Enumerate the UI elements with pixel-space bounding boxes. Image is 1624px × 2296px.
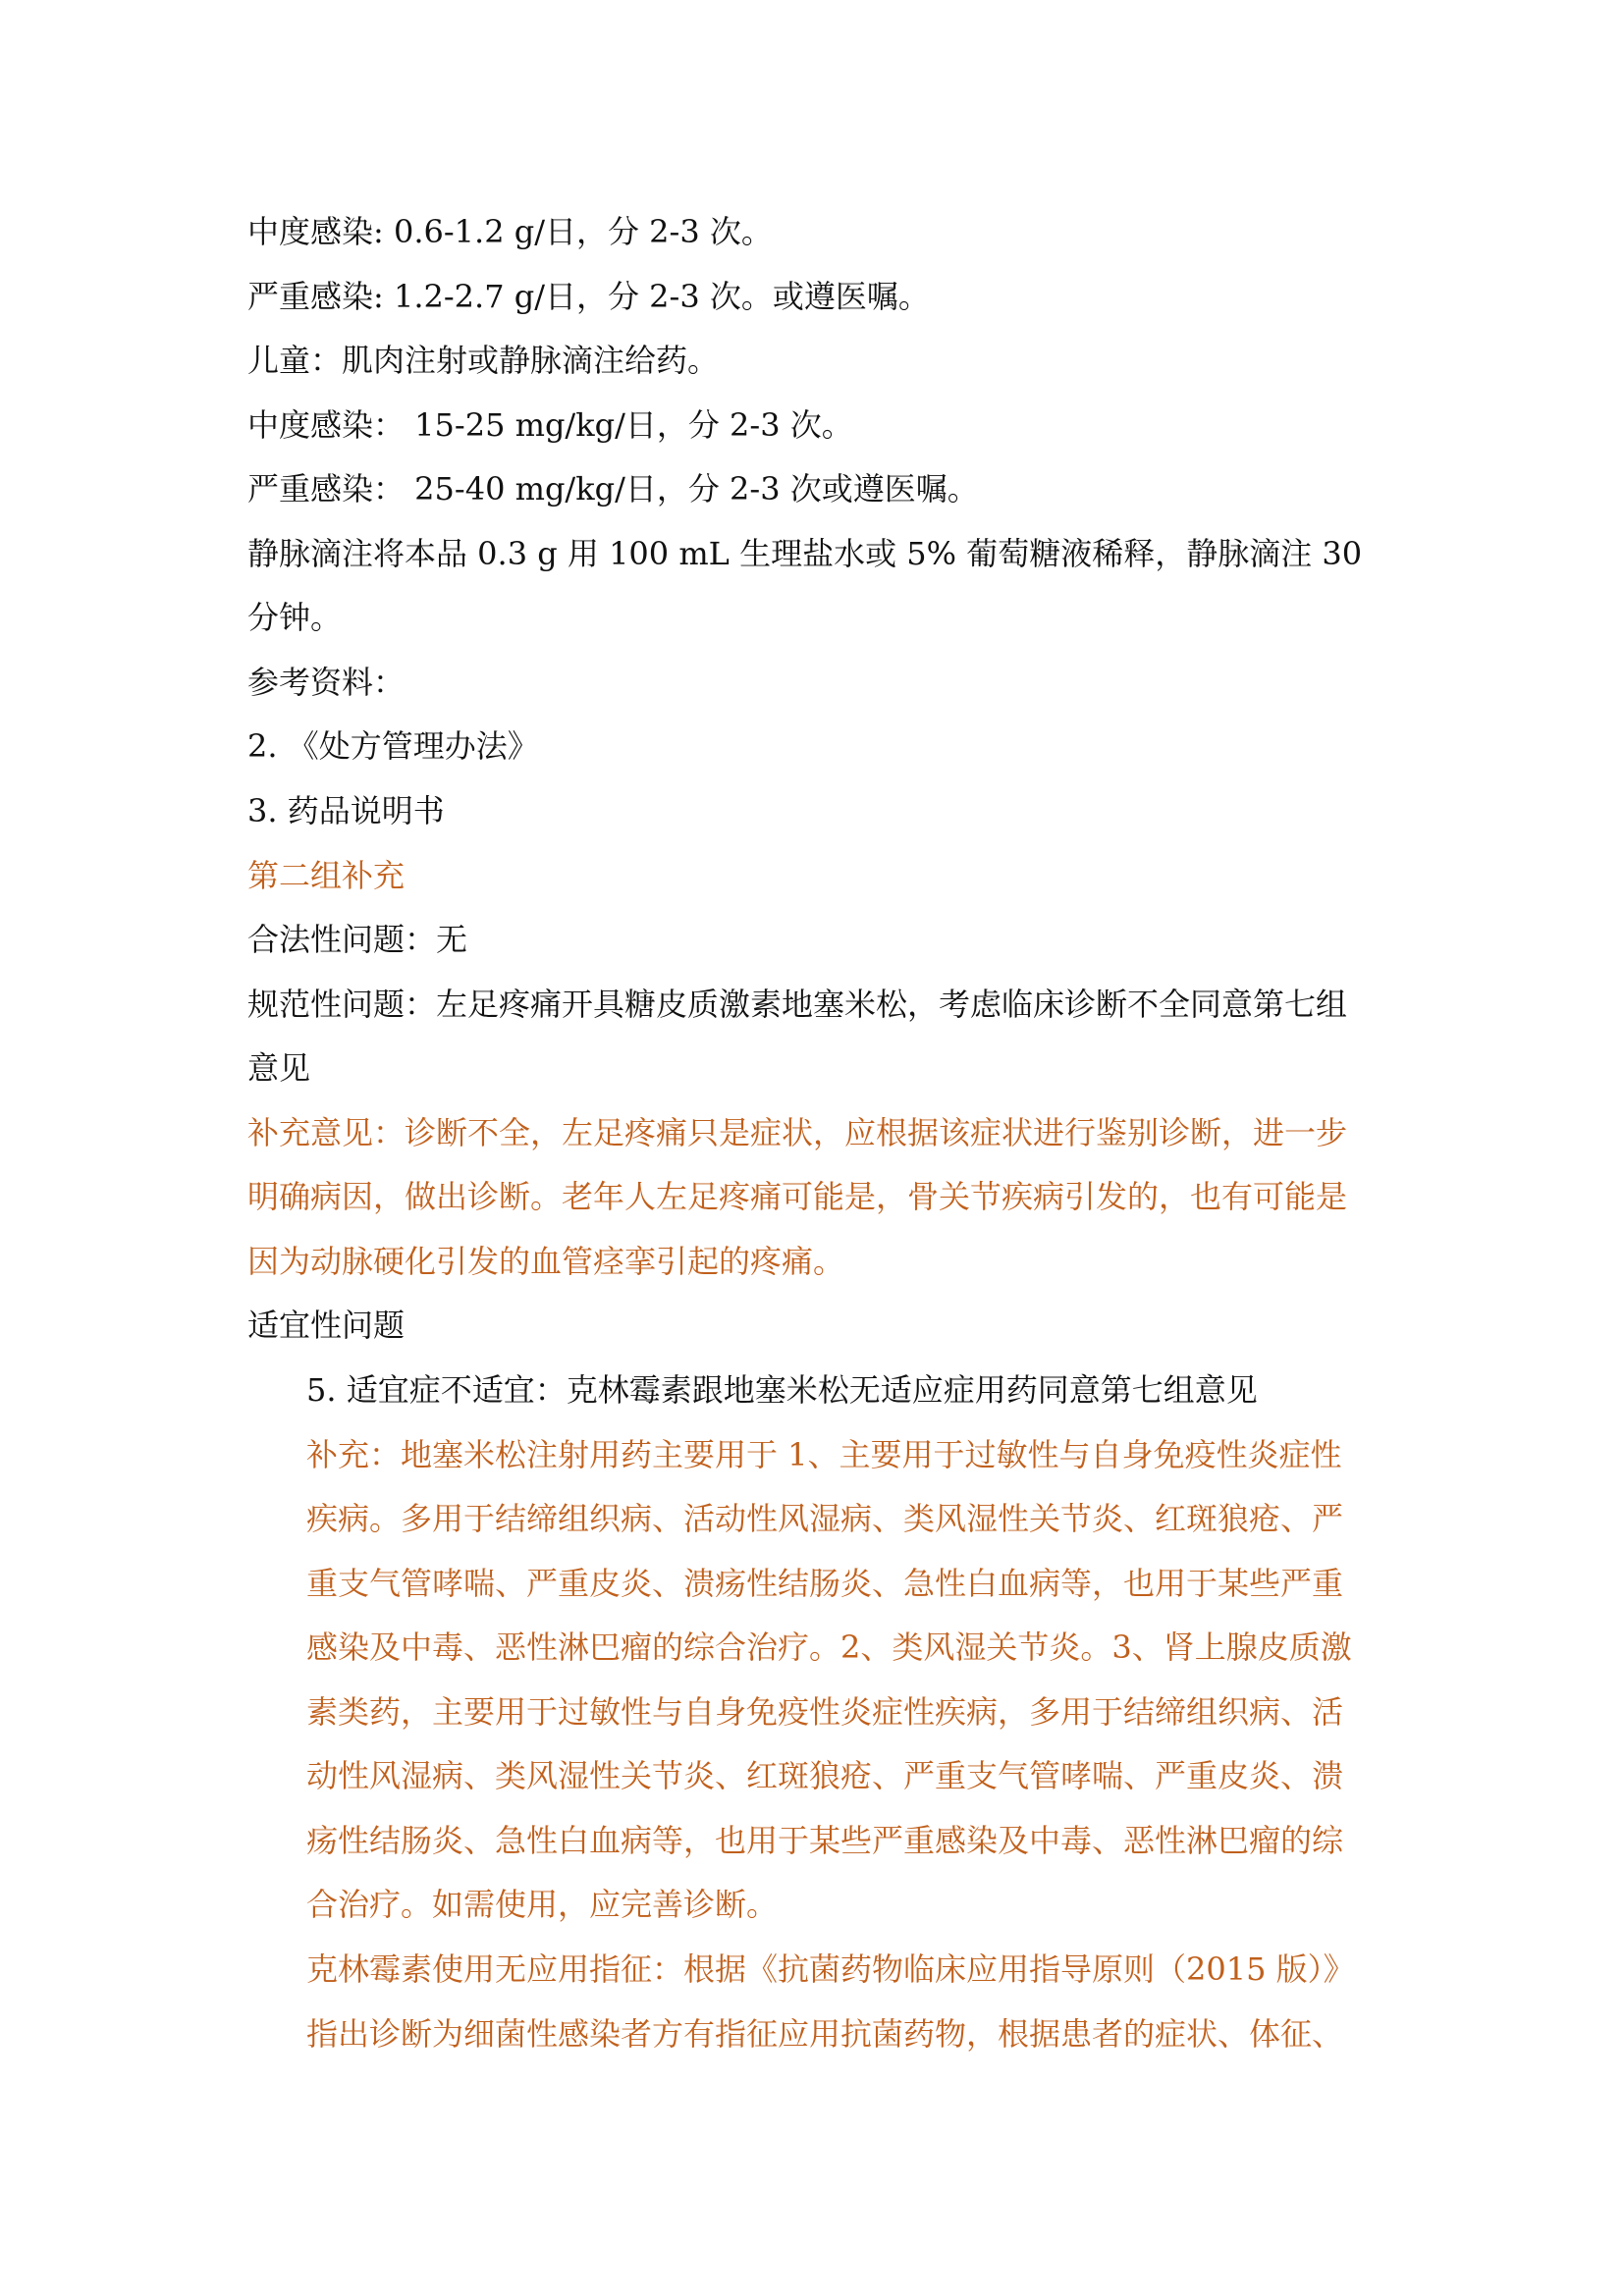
- text-line-supplement-dex-5: 素类药，主要用于过敏性与自身免疫性炎症性疾病，多用于结缔组织病、活: [306, 1693, 1344, 1731]
- section-heading-group2: 第二组补充: [247, 857, 406, 894]
- list-item-5: 5. 适宜症不适宜：克林霉素跟地塞米松无适应症用药同意第七组意见: [306, 1371, 1258, 1409]
- text-line-severe-infection-child: 严重感染： 25-40 mg/kg/日，分 2-3 次或遵医嘱。: [247, 470, 979, 507]
- reference-item-3: 3. 药品说明书: [247, 792, 445, 829]
- text-line-supplement-3: 因为动脉硬化引发的血管痉挛引起的疼痛。: [247, 1243, 845, 1280]
- text-line-legality: 合法性问题：无: [247, 921, 468, 958]
- text-line-supplement-dex-1: 补充：地塞米松注射用药主要用于 1、主要用于过敏性与自身免疫性炎症性: [306, 1436, 1342, 1473]
- text-line-moderate-infection-adult: 中度感染: 0.6-1.2 g/日，分 2-3 次。: [247, 213, 773, 250]
- text-line-supplement-dex-7: 疡性结肠炎、急性白血病等，也用于某些严重感染及中毒、恶性淋巴瘤的综: [306, 1822, 1344, 1859]
- text-line-normativity: 规范性问题：左足疼痛开具糖皮质激素地塞米松，考虑临床诊断不全同意第七组: [247, 986, 1348, 1023]
- text-line-normativity-cont: 意见: [247, 1049, 311, 1087]
- text-line-supplement-2: 明确病因，做出诊断。老年人左足疼痛可能是，骨关节疾病引发的，也有可能是: [247, 1178, 1348, 1215]
- text-line-supplement-dex-6: 动性风湿病、类风湿性关节炎、红斑狼疮、严重支气管哮喘、严重皮炎、溃: [306, 1757, 1344, 1794]
- text-line-suitability-heading: 适宜性问题: [247, 1307, 406, 1344]
- text-line-supplement-dex-4: 感染及中毒、恶性淋巴瘤的综合治疗。2、类风湿关节炎。3、肾上腺皮质激: [306, 1629, 1352, 1666]
- text-line-severe-infection-adult: 严重感染: 1.2-2.7 g/日，分 2-3 次。或遵医嘱。: [247, 278, 930, 315]
- text-line-moderate-infection-child: 中度感染： 15-25 mg/kg/日，分 2-3 次。: [247, 406, 853, 444]
- text-line-supplement-dex-2: 疾病。多用于结缔组织病、活动性风湿病、类风湿性关节炎、红斑狼疮、严: [306, 1500, 1344, 1537]
- text-line-supplement-dex-8: 合治疗。如需使用，应完善诊断。: [306, 1886, 779, 1923]
- text-line-supplement-1: 补充意见：诊断不全，左足疼痛只是症状，应根据该症状进行鉴别诊断，进一步: [247, 1114, 1348, 1151]
- text-line-children: 儿童：肌肉注射或静脉滴注给药。: [247, 342, 720, 379]
- text-line-iv-drip-cont: 分钟。: [247, 599, 343, 636]
- text-line-iv-drip: 静脉滴注将本品 0.3 g 用 100 mL 生理盐水或 5% 葡萄糖液稀释，静脉滴注 30: [247, 535, 1363, 572]
- text-line-clindamycin-2: 指出诊断为细菌性感染者方有指征应用抗菌药物，根据患者的症状、体征、: [306, 2015, 1344, 2053]
- reference-item-2: 2. 《处方管理办法》: [247, 727, 539, 765]
- text-line-references-heading: 参考资料：: [247, 664, 406, 701]
- text-line-clindamycin-1: 克林霉素使用无应用指征：根据《抗菌药物临床应用指导原则（2015 版）》: [306, 1950, 1355, 1988]
- text-line-supplement-dex-3: 重支气管哮喘、严重皮炎、溃疡性结肠炎、急性白血病等，也用于某些严重: [306, 1565, 1344, 1602]
